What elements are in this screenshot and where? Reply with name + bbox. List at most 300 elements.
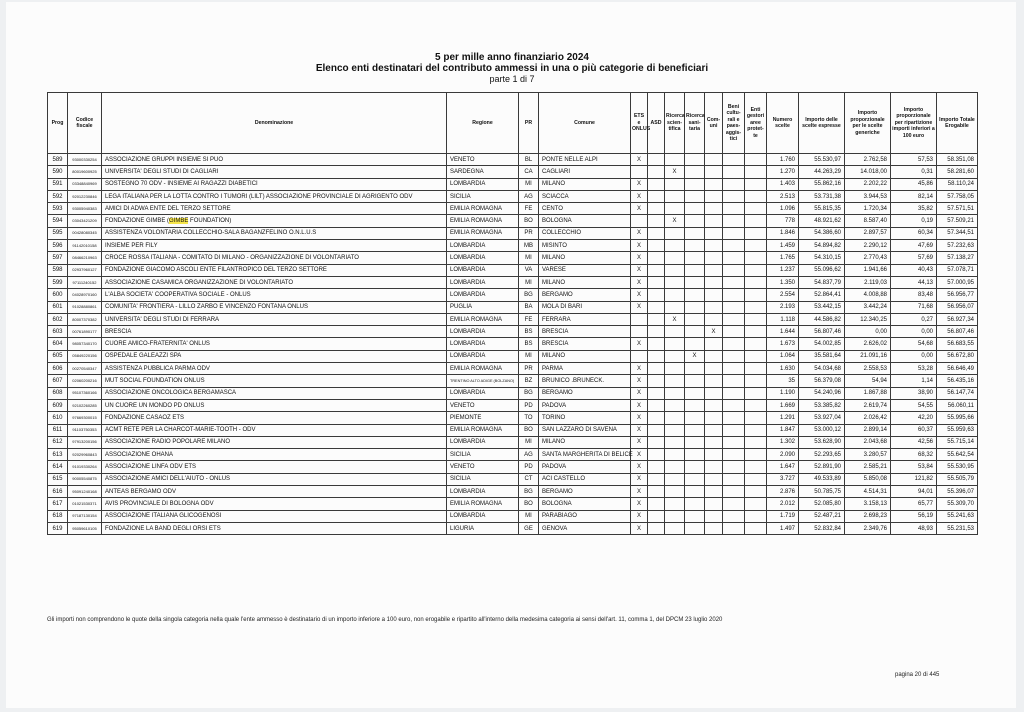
row-aree-mark	[745, 461, 767, 473]
col-ets-onlus: ETS e ONLUS	[631, 93, 648, 154]
row-regione: SICILIA	[447, 190, 519, 202]
row-comuni-mark	[705, 301, 723, 313]
row-denominazione: ASSOCIAZIONE AMICI DELL'AIUTO - ONLUS	[102, 473, 447, 485]
table-row	[48, 387, 978, 399]
footnote: Gli importi non comprendono le quote della singola categoria nella quale l'ente ammesso è destinatario di un importo inferiore a 100 euro, non erogabile e ripartito all'interno della medesima categoria ai sensi dell'art. 11, comma 1, del DPCM 23 luglio 2020	[47, 617, 723, 623]
row-comune: MILANO	[539, 350, 631, 362]
row-prog: 594	[48, 215, 68, 227]
row-importo-generiche: 2.770,43	[845, 252, 891, 264]
row-prog: 607	[48, 375, 68, 387]
row-importo-generiche: 2.043,68	[845, 436, 891, 448]
row-importo-scelte: 54.240,96	[799, 387, 845, 399]
row-aree-mark	[745, 350, 767, 362]
row-beni-mark	[723, 301, 745, 313]
row-importo-ripartizione: 40,43	[891, 264, 937, 276]
row-ets-mark: X	[631, 498, 648, 510]
row-ets-mark: X	[631, 473, 648, 485]
row-ets-mark: X	[631, 424, 648, 436]
row-comune: CENTO	[539, 203, 631, 215]
row-ricerca-sanitaria-mark	[685, 461, 705, 473]
row-pr: TO	[519, 412, 539, 424]
row-numero-scelte: 1.765	[767, 252, 799, 264]
row-comuni-mark	[705, 387, 723, 399]
row-prog: 605	[48, 350, 68, 362]
row-prog: 603	[48, 326, 68, 338]
row-importo-scelte: 49.533,89	[799, 473, 845, 485]
row-importo-scelte: 52.864,41	[799, 289, 845, 301]
beneficiaries-table	[47, 92, 978, 535]
row-prog: 606	[48, 363, 68, 375]
row-pr: PR	[519, 363, 539, 375]
row-prog: 609	[48, 399, 68, 411]
row-ricerca-sanitaria-mark	[685, 486, 705, 498]
row-asd-mark	[648, 313, 665, 325]
row-importo-generiche: 2.349,76	[845, 522, 891, 534]
row-denominazione: MUT SOCIAL FOUNDATION ONLUS	[102, 375, 447, 387]
row-asd-mark	[648, 240, 665, 252]
col-regione: Regione	[447, 93, 519, 154]
row-importo-generiche: 3.280,57	[845, 449, 891, 461]
row-comuni-mark	[705, 313, 723, 325]
table-row	[48, 203, 978, 215]
row-denominazione: UN CUORE UN MONDO PD ONLUS	[102, 399, 447, 411]
row-regione: SICILIA	[447, 449, 519, 461]
row-beni-mark	[723, 522, 745, 534]
col-ricerca-sanitaria: Ricerca sani- taria	[685, 93, 705, 154]
row-comuni-mark	[705, 240, 723, 252]
row-importo-scelte: 50.785,75	[799, 486, 845, 498]
row-ricerca-scientifica-mark: X	[665, 215, 685, 227]
row-prog: 610	[48, 412, 68, 424]
row-comuni-mark	[705, 190, 723, 202]
row-denominazione: L'ALBA SOCIETA' COOPERATIVA SOCIALE - ONLUS	[102, 289, 447, 301]
row-importo-ripartizione: 121,82	[891, 473, 937, 485]
row-numero-scelte: 1.302	[767, 436, 799, 448]
col-prog: Prog	[48, 93, 68, 154]
row-codice-fiscale: 91019330264	[68, 461, 102, 473]
row-importo-generiche: 2.619,74	[845, 399, 891, 411]
row-aree-mark	[745, 166, 767, 178]
row-pr: BG	[519, 387, 539, 399]
row-beni-mark	[723, 227, 745, 239]
row-beni-mark	[723, 215, 745, 227]
row-ricerca-scientifica-mark: X	[665, 166, 685, 178]
row-aree-mark	[745, 178, 767, 190]
row-ricerca-scientifica-mark	[665, 190, 685, 202]
row-ricerca-scientifica-mark	[665, 387, 685, 399]
row-asd-mark	[648, 350, 665, 362]
table-row	[48, 436, 978, 448]
row-denominazione: ASSISTENZA PUBBLICA PARMA ODV	[102, 363, 447, 375]
row-pr: PD	[519, 399, 539, 411]
row-regione: LOMBARDIA	[447, 252, 519, 264]
col-asd: ASD	[648, 93, 665, 154]
row-ricerca-sanitaria-mark	[685, 215, 705, 227]
row-ricerca-scientifica-mark	[665, 473, 685, 485]
row-ets-mark: X	[631, 510, 648, 522]
row-comune: MISINTO	[539, 240, 631, 252]
row-comune: MILANO	[539, 276, 631, 288]
row-denominazione: ASSOCIAZIONE ONCOLOGICA BERGAMASCA	[102, 387, 447, 399]
row-codice-fiscale: 97913200156	[68, 436, 102, 448]
row-importo-totale: 58.351,08	[937, 154, 978, 166]
row-numero-scelte: 2.876	[767, 486, 799, 498]
row-comune: MILANO	[539, 436, 631, 448]
row-prog: 618	[48, 510, 68, 522]
row-denominazione: ASSOCIAZIONE RADIO POPOLARE MILANO	[102, 436, 447, 448]
row-ricerca-sanitaria-mark	[685, 190, 705, 202]
row-codice-fiscale: 95091240168	[68, 486, 102, 498]
row-aree-mark	[745, 363, 767, 375]
row-codice-fiscale: 80019600925	[68, 166, 102, 178]
row-denominazione: LEGA ITALIANA PER LA LOTTA CONTRO I TUMORI (LILT) ASSOCIAZIONE PROVINCIALE DI AGRIGENTO ODV	[102, 190, 447, 202]
row-comune: SAN LAZZARO DI SAVENA	[539, 424, 631, 436]
row-ricerca-scientifica-mark	[665, 289, 685, 301]
highlighted-text: GIMBE	[169, 218, 189, 225]
row-comuni-mark	[705, 154, 723, 166]
row-comuni-mark	[705, 227, 723, 239]
row-aree-mark	[745, 375, 767, 387]
row-numero-scelte: 1.644	[767, 326, 799, 338]
row-ricerca-scientifica-mark	[665, 264, 685, 276]
row-ricerca-sanitaria-mark	[685, 313, 705, 325]
row-importo-ripartizione: 45,86	[891, 178, 937, 190]
row-comuni-mark	[705, 449, 723, 461]
row-importo-ripartizione: 0,27	[891, 313, 937, 325]
row-numero-scelte: 1.350	[767, 276, 799, 288]
row-importo-scelte: 52.293,65	[799, 449, 845, 461]
row-importo-ripartizione: 54,68	[891, 338, 937, 350]
row-importo-ripartizione: 53,84	[891, 461, 937, 473]
row-comune: TORINO	[539, 412, 631, 424]
row-importo-generiche: 14.018,00	[845, 166, 891, 178]
row-importo-totale: 58.281,60	[937, 166, 978, 178]
row-importo-totale: 55.959,63	[937, 424, 978, 436]
row-importo-ripartizione: 42,20	[891, 412, 937, 424]
row-importo-ripartizione: 0,31	[891, 166, 937, 178]
col-ricerca-scientifica: Ricerca scien- tifica	[665, 93, 685, 154]
row-ricerca-sanitaria-mark	[685, 240, 705, 252]
row-ricerca-sanitaria-mark	[685, 178, 705, 190]
row-importo-totale: 55.715,14	[937, 436, 978, 448]
row-importo-generiche: 3.944,53	[845, 190, 891, 202]
row-comuni-mark	[705, 436, 723, 448]
row-importo-totale: 55.505,79	[937, 473, 978, 485]
row-beni-mark	[723, 510, 745, 522]
row-comuni-mark	[705, 461, 723, 473]
row-pr: PD	[519, 461, 539, 473]
row-ets-mark: X	[631, 276, 648, 288]
row-pr: BS	[519, 338, 539, 350]
row-comune: PARABIAGO	[539, 510, 631, 522]
row-ricerca-sanitaria-mark	[685, 326, 705, 338]
row-prog: 613	[48, 449, 68, 461]
row-aree-mark	[745, 313, 767, 325]
row-aree-mark	[745, 240, 767, 252]
row-importo-scelte: 54.386,60	[799, 227, 845, 239]
row-numero-scelte: 1.096	[767, 203, 799, 215]
row-prog: 615	[48, 473, 68, 485]
row-importo-generiche: 12.340,25	[845, 313, 891, 325]
row-numero-scelte: 1.190	[767, 387, 799, 399]
row-asd-mark	[648, 215, 665, 227]
row-comune: VARESE	[539, 264, 631, 276]
row-ets-mark	[631, 326, 648, 338]
row-beni-mark	[723, 203, 745, 215]
row-importo-scelte: 53.731,38	[799, 190, 845, 202]
row-codice-fiscale: 00761890177	[68, 326, 102, 338]
row-aree-mark	[745, 510, 767, 522]
table-header-row	[48, 93, 978, 154]
row-codice-fiscale: 00270540347	[68, 363, 102, 375]
row-importo-generiche: 2.626,02	[845, 338, 891, 350]
row-comune: BRESCIA	[539, 338, 631, 350]
row-importo-generiche: 1.867,88	[845, 387, 891, 399]
table-row	[48, 522, 978, 534]
row-ricerca-scientifica-mark	[665, 375, 685, 387]
row-ets-mark: X	[631, 375, 648, 387]
row-ricerca-sanitaria-mark	[685, 399, 705, 411]
row-regione: LOMBARDIA	[447, 326, 519, 338]
row-ricerca-scientifica-mark	[665, 326, 685, 338]
table-row	[48, 350, 978, 362]
row-importo-totale: 56.147,74	[937, 387, 978, 399]
row-regione: LOMBARDIA	[447, 350, 519, 362]
row-beni-mark	[723, 486, 745, 498]
row-prog: 614	[48, 461, 68, 473]
row-prog: 612	[48, 436, 68, 448]
row-numero-scelte: 1.673	[767, 338, 799, 350]
row-asd-mark	[648, 252, 665, 264]
row-regione: PUGLIA	[447, 301, 519, 313]
table-row	[48, 240, 978, 252]
row-ricerca-sanitaria-mark	[685, 436, 705, 448]
row-pr: GE	[519, 522, 539, 534]
row-importo-scelte: 48.921,62	[799, 215, 845, 227]
table-row	[48, 486, 978, 498]
row-codice-fiscale: 93005940383	[68, 203, 102, 215]
row-denominazione: CROCE ROSSA ITALIANA - COMITATO DI MILANO - ORGANIZZAZIONE DI VOLONTARIATO	[102, 252, 447, 264]
col-comune: Comune	[539, 93, 631, 154]
row-aree-mark	[745, 498, 767, 510]
document-header	[0, 52, 1024, 85]
row-comune: BRESCIA	[539, 326, 631, 338]
table-row	[48, 227, 978, 239]
row-numero-scelte: 1.237	[767, 264, 799, 276]
row-importo-generiche: 3.158,13	[845, 498, 891, 510]
table-row	[48, 190, 978, 202]
row-numero-scelte: 1.497	[767, 522, 799, 534]
row-pr: MI	[519, 350, 539, 362]
row-comuni-mark	[705, 399, 723, 411]
row-denominazione: INSIEME PER FILY	[102, 240, 447, 252]
row-ets-mark: X	[631, 363, 648, 375]
row-pr: MB	[519, 240, 539, 252]
row-comuni-mark	[705, 166, 723, 178]
row-prog: 604	[48, 338, 68, 350]
row-pr: VA	[519, 264, 539, 276]
table-row	[48, 301, 978, 313]
row-beni-mark	[723, 154, 745, 166]
row-codice-fiscale: 92029960843	[68, 449, 102, 461]
row-numero-scelte: 3.727	[767, 473, 799, 485]
row-importo-totale: 57.000,95	[937, 276, 978, 288]
row-importo-ripartizione: 94,01	[891, 486, 937, 498]
row-pr: BO	[519, 498, 539, 510]
row-importo-scelte: 52.891,90	[799, 461, 845, 473]
row-pr: FE	[519, 313, 539, 325]
row-importo-ripartizione: 83,48	[891, 289, 937, 301]
document-subtitle: Elenco enti destinatari del contributo ammessi in una o più categorie di beneficiari	[315, 63, 709, 74]
row-aree-mark	[745, 387, 767, 399]
col-aree-protette: Enti gestori aree protet- te	[745, 93, 767, 154]
row-importo-ripartizione: 35,82	[891, 203, 937, 215]
row-importo-scelte: 53.628,90	[799, 436, 845, 448]
row-denominazione: SOSTEGNO 70 ODV - INSIEME AI RAGAZZI DIABETICI	[102, 178, 447, 190]
row-comuni-mark	[705, 276, 723, 288]
row-regione: EMILIA ROMAGNA	[447, 498, 519, 510]
row-regione: EMILIA ROMAGNA	[447, 215, 519, 227]
row-importo-totale: 56.672,80	[937, 350, 978, 362]
row-pr: BS	[519, 326, 539, 338]
row-denominazione	[102, 215, 447, 227]
row-ricerca-sanitaria-mark	[685, 375, 705, 387]
row-regione: LOMBARDIA	[447, 486, 519, 498]
row-ricerca-sanitaria-mark	[685, 252, 705, 264]
row-comune: BERGAMO	[539, 486, 631, 498]
col-importo-generiche: Importo proporzionale per le scelte generiche	[845, 93, 891, 154]
row-codice-fiscale: 03043421209	[68, 215, 102, 227]
row-importo-totale: 56.956,77	[937, 289, 978, 301]
row-comune: MOLA DI BARI	[539, 301, 631, 313]
row-asd-mark	[648, 399, 665, 411]
col-importo-totale: Importo Totale Erogabile	[937, 93, 978, 154]
row-beni-mark	[723, 363, 745, 375]
row-regione: EMILIA ROMAGNA	[447, 227, 519, 239]
row-importo-scelte: 55.815,35	[799, 203, 845, 215]
row-denominazione: ASSOCIAZIONE GRUPPI INSIEME SI PUO	[102, 154, 447, 166]
table-row	[48, 449, 978, 461]
row-comune: GENOVA	[539, 522, 631, 534]
row-importo-totale: 55.530,95	[937, 461, 978, 473]
row-importo-ripartizione: 53,28	[891, 363, 937, 375]
row-importo-totale: 55.396,07	[937, 486, 978, 498]
row-pr: MI	[519, 252, 539, 264]
row-comuni-mark	[705, 510, 723, 522]
row-regione: VENETO	[447, 154, 519, 166]
row-ricerca-scientifica-mark: X	[665, 313, 685, 325]
row-codice-fiscale: 95107360166	[68, 387, 102, 399]
row-numero-scelte: 1.669	[767, 399, 799, 411]
table-row	[48, 399, 978, 411]
row-asd-mark	[648, 190, 665, 202]
row-beni-mark	[723, 375, 745, 387]
row-pr: BA	[519, 301, 539, 313]
col-beni-culturali: Beni cultu- rali e paes- aggis- tici	[723, 93, 745, 154]
table-row	[48, 178, 978, 190]
row-importo-generiche: 2.119,03	[845, 276, 891, 288]
row-regione: LOMBARDIA	[447, 436, 519, 448]
row-asd-mark	[648, 326, 665, 338]
row-beni-mark	[723, 178, 745, 190]
row-ricerca-scientifica-mark	[665, 424, 685, 436]
row-codice-fiscale: 97669300015	[68, 412, 102, 424]
row-comune: BOLOGNA	[539, 215, 631, 227]
row-regione: VENETO	[447, 399, 519, 411]
row-ricerca-sanitaria-mark	[685, 412, 705, 424]
row-pr: CA	[519, 166, 539, 178]
row-beni-mark	[723, 240, 745, 252]
row-ets-mark: X	[631, 522, 648, 534]
table-row	[48, 510, 978, 522]
row-asd-mark	[648, 154, 665, 166]
row-comuni-mark	[705, 412, 723, 424]
row-ets-mark	[631, 313, 648, 325]
row-numero-scelte: 2.513	[767, 190, 799, 202]
row-ets-mark	[631, 166, 648, 178]
row-aree-mark	[745, 522, 767, 534]
row-beni-mark	[723, 498, 745, 510]
row-importo-generiche: 2.585,21	[845, 461, 891, 473]
row-numero-scelte: 1.270	[767, 166, 799, 178]
row-importo-generiche: 2.762,58	[845, 154, 891, 166]
row-importo-scelte: 52.832,84	[799, 522, 845, 534]
row-importo-totale: 55.241,63	[937, 510, 978, 522]
row-importo-generiche: 2.899,14	[845, 424, 891, 436]
row-pr: MI	[519, 510, 539, 522]
row-pr: MI	[519, 436, 539, 448]
row-denominazione: ASSOCIAZIONE ITALIANA GLICOGENOSI	[102, 510, 447, 522]
row-beni-mark	[723, 326, 745, 338]
row-importo-ripartizione: 0,00	[891, 350, 937, 362]
row-importo-ripartizione: 48,93	[891, 522, 937, 534]
row-aree-mark	[745, 264, 767, 276]
row-ricerca-scientifica-mark	[665, 399, 685, 411]
row-codice-fiscale: 92012230846	[68, 190, 102, 202]
row-comuni-mark	[705, 473, 723, 485]
denominazione-suffix: FOUNDATION)	[188, 218, 232, 225]
row-aree-mark	[745, 486, 767, 498]
row-beni-mark	[723, 461, 745, 473]
row-codice-fiscale: 98057340170	[68, 338, 102, 350]
row-pr: AG	[519, 190, 539, 202]
row-importo-generiche: 2.202,22	[845, 178, 891, 190]
row-pr: CT	[519, 473, 539, 485]
row-importo-scelte: 44.586,82	[799, 313, 845, 325]
row-importo-ripartizione: 1,14	[891, 375, 937, 387]
row-denominazione: UNIVERSITA' DEGLI STUDI DI CAGLIARI	[102, 166, 447, 178]
row-prog: 598	[48, 264, 68, 276]
row-regione: EMILIA ROMAGNA	[447, 424, 519, 436]
row-importo-ripartizione: 38,90	[891, 387, 937, 399]
row-ricerca-scientifica-mark	[665, 252, 685, 264]
row-importo-totale: 55.642,54	[937, 449, 978, 461]
row-ricerca-scientifica-mark	[665, 203, 685, 215]
row-prog: 617	[48, 498, 68, 510]
row-importo-generiche: 4.514,31	[845, 486, 891, 498]
row-numero-scelte: 1.719	[767, 510, 799, 522]
row-ricerca-sanitaria-mark	[685, 301, 705, 313]
col-importo-scelte: Importo delle scelte espresse	[799, 93, 845, 154]
row-ricerca-sanitaria-mark	[685, 522, 705, 534]
row-ets-mark: X	[631, 178, 648, 190]
row-asd-mark	[648, 227, 665, 239]
row-ets-mark	[631, 215, 648, 227]
row-prog: 619	[48, 522, 68, 534]
row-codice-fiscale: 91103750353	[68, 424, 102, 436]
row-prog: 611	[48, 424, 68, 436]
row-codice-fiscale: 00428080345	[68, 227, 102, 239]
